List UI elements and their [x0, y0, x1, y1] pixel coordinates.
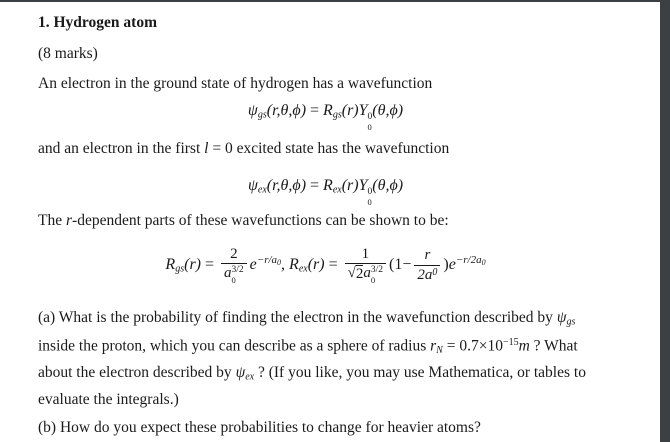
radial-symbol: R: [323, 177, 333, 194]
psi-arguments: (r,θ,ϕ): [266, 102, 307, 119]
radial-subscript: gs: [332, 109, 342, 121]
subscript-zero: 0: [231, 274, 236, 285]
problem-title: 1. Hydrogen atom: [38, 14, 157, 31]
subscript-zero: 0: [432, 266, 438, 278]
exponent-text: −r/a: [256, 254, 278, 267]
harmonic-arguments: (θ,ϕ): [372, 177, 404, 194]
r-variable: r: [65, 212, 73, 229]
psi-symbol: ψ: [556, 309, 567, 326]
harmonic-subscript: 0: [367, 121, 372, 132]
intro2-text-tail: excited state has the wavefunction: [232, 140, 450, 157]
radial-argument: (r): [341, 102, 359, 119]
equals-sign: =: [310, 102, 320, 119]
fraction-denominator: [221, 263, 247, 285]
equals-sign: =: [310, 177, 320, 194]
euler-e: e: [249, 256, 257, 274]
part-a-line-3: [38, 364, 586, 383]
radius-exponent: −15: [502, 337, 519, 348]
comma-separator: ,: [281, 256, 286, 274]
exponent-subscript-zero: 0: [481, 258, 486, 268]
psi-symbol: ψ: [235, 364, 246, 381]
exponent-three-halves: 3/2: [370, 265, 384, 276]
radial-symbol: R: [323, 102, 333, 119]
gs-exponent: [257, 254, 281, 266]
formula-radial-parts: [38, 246, 613, 285]
intro2-text: and an electron in the first: [38, 140, 205, 157]
harmonic-arguments: (θ,ϕ): [372, 102, 404, 119]
intro-paragraph-2: [38, 140, 449, 158]
bohr-radius-symbol: a: [224, 265, 232, 282]
fraction-numerator: 2: [230, 246, 238, 262]
radial-ex-subscript: ex: [298, 263, 308, 275]
psi-symbol: ψ: [247, 102, 258, 119]
part-a-text-tail: ? (If you like, you may use Mathematica, or tables to: [254, 364, 586, 381]
rdep-text-tail: -dependent parts of these wavefunctions can be shown to be:: [72, 212, 449, 229]
meters-unit: m: [518, 337, 530, 355]
exponent-three-halves: 3/2: [231, 265, 244, 276]
rdep-text: The: [38, 212, 66, 229]
exponent-subscript-zero: 0: [277, 258, 282, 268]
fraction-numerator: r: [424, 247, 431, 264]
part-b-question: (b) How do you expect these probabilities to change for heavier atoms?: [38, 419, 481, 436]
marks-label: (8 marks): [38, 45, 98, 62]
radial-subscript: ex: [332, 184, 342, 196]
part-a-line-4: evaluate the integrals.): [38, 391, 179, 408]
part-a-text: about the electron described by: [38, 364, 236, 381]
radical-sign: √: [347, 265, 356, 282]
spherical-harmonic-symbol: Y: [358, 102, 368, 119]
psi-subscript: ex: [245, 371, 255, 383]
psi-subscript: ex: [257, 184, 267, 196]
psi-subscript: gs: [257, 109, 267, 121]
radial-ex-argument: (r): [307, 256, 325, 274]
part-a-line-1: [38, 309, 575, 328]
equals-sign: =: [328, 256, 338, 274]
radial-ex-symbol: R: [289, 256, 299, 274]
part-a-line-2: [38, 337, 578, 356]
bohr-radius-indices: [232, 265, 244, 285]
gs-prefactor-fraction: [221, 246, 247, 285]
formula-psi-ex: [38, 177, 613, 207]
window-right-edge: [660, 0, 670, 442]
psi-arguments: (r,θ,ϕ): [266, 177, 307, 194]
psi-symbol: ψ: [247, 177, 258, 194]
formula-psi-gs: [38, 102, 613, 132]
fraction-denominator: [345, 263, 386, 285]
equals-sign: =: [205, 256, 215, 274]
l-equals-zero: = 0: [208, 140, 233, 157]
ex-prefactor-fraction: [345, 246, 386, 285]
psi-subscript: gs: [566, 316, 576, 328]
rdep-paragraph: [38, 212, 449, 230]
subscript-zero: 0: [370, 274, 376, 285]
part-a-text-tail: ? What: [529, 337, 578, 355]
two-a: 2a: [417, 266, 433, 283]
harmonic-superscript: 0: [367, 187, 373, 198]
radius-value: = 0.7×10: [442, 337, 503, 355]
l-quantum-number: l: [204, 140, 209, 157]
euler-e: e: [448, 256, 456, 274]
bohr-radius-indices: [371, 265, 383, 285]
nuclear-radius-subscript: N: [436, 345, 443, 356]
fraction-numerator: 1: [361, 246, 370, 262]
intro-paragraph-1: An electron in the ground state of hydrogen has a wavefunction: [38, 75, 433, 92]
radial-gs-symbol: R: [165, 256, 176, 274]
exponent-text: −r/2a: [455, 254, 482, 267]
radial-gs-subscript: gs: [175, 263, 185, 275]
radicand: 2: [355, 266, 364, 283]
fraction-denominator: [414, 265, 440, 284]
radial-argument: (r): [341, 177, 359, 194]
ex-exponent: [456, 254, 486, 266]
open-paren-one-minus: (1−: [389, 256, 412, 274]
r-over-2a0-fraction: [414, 247, 440, 284]
close-paren: ): [443, 256, 449, 274]
page-top-edge: [0, 0, 670, 2]
harmonic-superscript: 0: [367, 112, 373, 123]
part-a-text: (a) What is the probability of finding the electron in the wavefunction described by: [38, 309, 557, 326]
spherical-harmonic-symbol: Y: [358, 177, 368, 194]
nuclear-radius-symbol: r: [430, 337, 437, 355]
bohr-radius-symbol: a: [363, 265, 371, 282]
part-a-text: inside the proton, which you can describe as a sphere of radius: [38, 337, 431, 355]
harmonic-subscript: 0: [367, 196, 372, 207]
radial-gs-argument: (r): [184, 256, 201, 274]
